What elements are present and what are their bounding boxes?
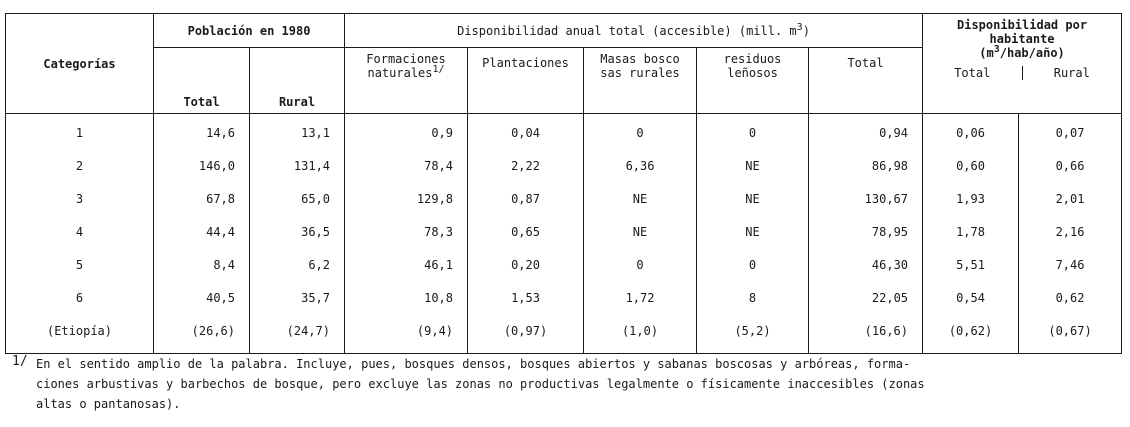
table-body: [6, 114, 1122, 354]
cell-pop-total: 146,0: [154, 149, 250, 182]
cell-form-nat: (9,4): [345, 314, 468, 354]
cell-pop-rural: 35,7: [250, 281, 345, 314]
cell-plant: 0,65: [468, 215, 584, 248]
table-row: [6, 215, 1122, 248]
cell-cat: 1: [6, 114, 154, 150]
header-pop-rural: Rural: [250, 48, 345, 114]
cell-masas: 1,72: [584, 281, 697, 314]
cell-total: 46,30: [809, 248, 923, 281]
cell-cat: 3: [6, 182, 154, 215]
cell-pop-total: (26,6): [154, 314, 250, 354]
cell-pop-total: 14,6: [154, 114, 250, 150]
cell-plant: 1,53: [468, 281, 584, 314]
cell-pc-total: 0,60: [923, 149, 1019, 182]
cell-pc-total: 1,78: [923, 215, 1019, 248]
cell-plant: (0,97): [468, 314, 584, 354]
cell-residuos: 0: [697, 114, 809, 150]
cell-pop-total: 8,4: [154, 248, 250, 281]
cell-pc-total: 0,06: [923, 114, 1019, 150]
cell-masas: 0: [584, 248, 697, 281]
cell-pc-rural: 7,46: [1019, 248, 1122, 281]
cell-pc-rural: 2,16: [1019, 215, 1122, 248]
header-pc-total: Total: [954, 66, 991, 80]
cell-masas: (1,0): [584, 314, 697, 354]
cell-residuos: NE: [697, 215, 809, 248]
table-row: [6, 248, 1122, 281]
header-population: Población en 1980: [154, 14, 345, 48]
table-row: [6, 149, 1122, 182]
cell-residuos: NE: [697, 182, 809, 215]
cell-pc-rural: 0,62: [1019, 281, 1122, 314]
header-residuos: residuos leñosos: [697, 48, 809, 114]
header-availability: Disponibilidad anual total (accesible) (mill. $m^3$): [345, 14, 923, 48]
cell-pc-total: 0,54: [923, 281, 1019, 314]
footnote-line: altas o pantanosas).: [36, 397, 181, 411]
cell-cat: 6: [6, 281, 154, 314]
cell-pc-total: 1,93: [923, 182, 1019, 215]
cell-pc-rural: 0,66: [1019, 149, 1122, 182]
cell-form-nat: 78,3: [345, 215, 468, 248]
table-row: [6, 182, 1122, 215]
table-row: [6, 114, 1122, 150]
cell-pc-rural: 2,01: [1019, 182, 1122, 215]
cell-pop-rural: 65,0: [250, 182, 345, 215]
cell-masas: NE: [584, 215, 697, 248]
cell-form-nat: 46,1: [345, 248, 468, 281]
table-row: [6, 281, 1122, 314]
cell-plant: 2,22: [468, 149, 584, 182]
cell-form-nat: 0,9: [345, 114, 468, 150]
footnote-line: ciones arbustivas y barbechos de bosque, pero excluye las zonas no productivas legalmente o físicamente inaccesibles (zonas: [36, 377, 925, 391]
cell-total: 78,95: [809, 215, 923, 248]
cell-total: (16,6): [809, 314, 923, 354]
cell-pc-total: (0,62): [923, 314, 1019, 354]
header-pop-total: Total: [154, 48, 250, 114]
availability-table: [5, 13, 1122, 354]
cell-pop-rural: 36,5: [250, 215, 345, 248]
cell-pop-rural: (24,7): [250, 314, 345, 354]
header-avail-total: Total: [809, 48, 923, 114]
header-plantations: Plantaciones: [468, 48, 584, 114]
cell-residuos: 8: [697, 281, 809, 314]
cell-masas: 6,36: [584, 149, 697, 182]
cell-pc-rural: (0,67): [1019, 314, 1122, 354]
footnote-mark: 1/: [12, 354, 28, 369]
header-pc-rural: Rural: [1022, 66, 1122, 80]
header-per-capita: Disponibilidad por habitante $(m^3/hab/año)$ Total Rural: [923, 14, 1122, 114]
cell-total: 22,05: [809, 281, 923, 314]
cell-total: 86,98: [809, 149, 923, 182]
footnote-line: En el sentido amplio de la palabra. Incluye, pues, bosques densos, bosques abiertos y sabanas boscosas y arbóreas, forma-: [36, 357, 911, 371]
cell-pop-total: 67,8: [154, 182, 250, 215]
footnote-text: [36, 354, 1126, 414]
cell-pop-rural: 131,4: [250, 149, 345, 182]
header-categories: Categorías: [6, 14, 154, 114]
cell-plant: 0,04: [468, 114, 584, 150]
cell-plant: 0,87: [468, 182, 584, 215]
cell-pc-rural: 0,07: [1019, 114, 1122, 150]
cell-form-nat: 10,8: [345, 281, 468, 314]
cell-plant: 0,20: [468, 248, 584, 281]
cell-form-nat: 129,8: [345, 182, 468, 215]
cell-cat: 4: [6, 215, 154, 248]
cell-total: 0,94: [809, 114, 923, 150]
cell-pc-total: 5,51: [923, 248, 1019, 281]
cell-cat: 5: [6, 248, 154, 281]
cell-residuos: (5,2): [697, 314, 809, 354]
table-row: [6, 314, 1122, 354]
cell-masas: 0: [584, 114, 697, 150]
cell-pop-total: 40,5: [154, 281, 250, 314]
cell-total: 130,67: [809, 182, 923, 215]
header-form-nat: Formaciones naturales$^{1/}$: [345, 48, 468, 114]
cell-pop-rural: 13,1: [250, 114, 345, 150]
cell-pop-rural: 6,2: [250, 248, 345, 281]
cell-pop-total: 44,4: [154, 215, 250, 248]
cell-form-nat: 78,4: [345, 149, 468, 182]
header-masas: Masas bosco sas rurales: [584, 48, 697, 114]
cell-cat: (Etiopía): [6, 314, 154, 354]
cell-residuos: 0: [697, 248, 809, 281]
cell-masas: NE: [584, 182, 697, 215]
cell-cat: 2: [6, 149, 154, 182]
cell-residuos: NE: [697, 149, 809, 182]
